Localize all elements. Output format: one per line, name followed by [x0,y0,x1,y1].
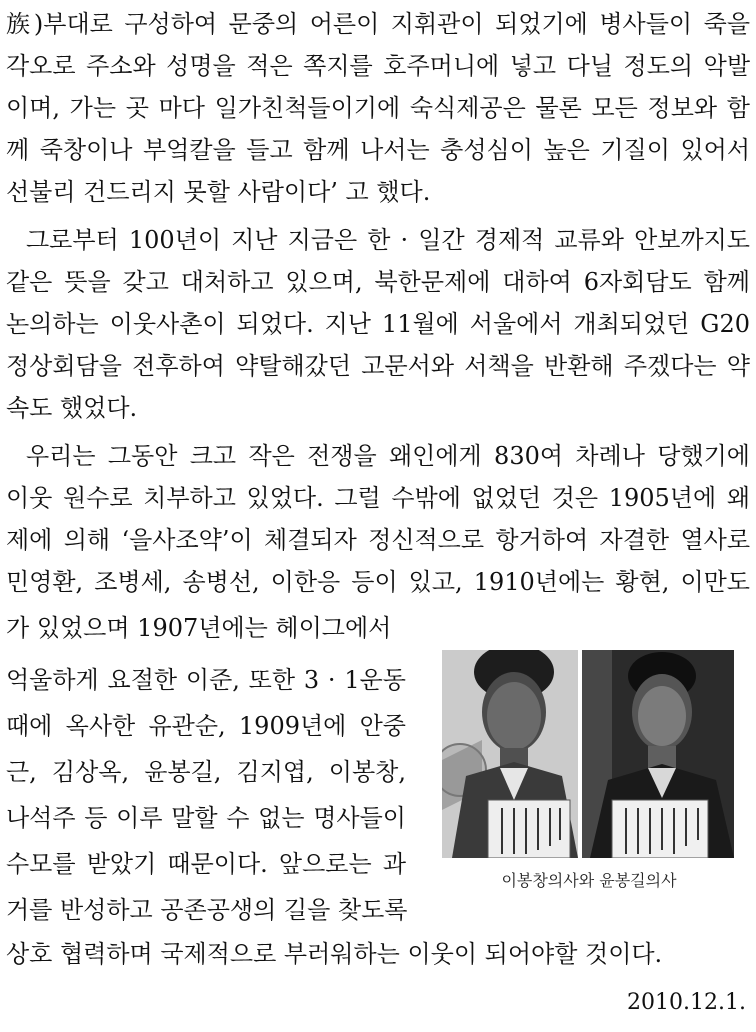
text-line: 각오로 주소와 성명을 적은 쪽지를 호주머니에 넣고 다닐 정도의 악발 [6,52,750,80]
photo-caption: 이봉창의사와 윤봉길의사 [501,871,677,890]
photo-figure [440,650,738,890]
text-line: 제에 의해 ‘을사조약’이 체결되자 정신적으로 항거하여 자결한 열사로 [6,526,750,554]
text-line: 속도 했었다. [6,394,138,422]
text-line: 논의하는 이웃사촌이 되었다. 지난 11월에 서울에서 개최되었던 G20 [6,310,750,338]
text-line: 이웃 원수로 치부하고 있었다. 그럴 수밖에 없었던 것은 1905년에 왜 [6,484,750,512]
text-line: 族)부대로 구성하여 문중의 어른이 지휘관이 되었기에 병사들이 죽을 [6,10,750,38]
portrait-photo-left [442,650,578,858]
text-line: 가 있었으며 1907년에는 헤이그에서 [6,614,392,642]
text-line: 나석주 등 이루 말할 수 없는 명사들이 [6,804,406,832]
portrait-photo-right [582,650,734,858]
text-line: 이며, 가는 곳 마다 일가친척들이기에 숙식제공은 물론 모든 정보와 함 [6,94,750,122]
text-line: 상호 협력하며 국제적으로 부러워하는 이웃이 되어야할 것이다. [6,940,663,968]
text-line: 선불리 건드리지 못할 사람이다’ 고 했다. [6,178,431,206]
text-line: 거를 반성하고 공존공생의 길을 찾도록 [6,896,408,924]
text-line: 같은 뜻을 갖고 대처하고 있으며, 북한문제에 대하여 6자회담도 함께 [6,268,750,296]
text-line: 우리는 그동안 크고 작은 전쟁을 왜인에게 830여 차례나 당했기에 [26,442,750,470]
text-line: 때에 옥사한 유관순, 1909년에 안중 [6,712,406,740]
text-line: 민영환, 조병세, 송병선, 이한응 등이 있고, 1910년에는 황현, 이만도 [6,568,750,596]
text-line: 께 죽창이나 부엌칼을 들고 함께 나서는 충성심이 높은 기질이 있어서 [6,136,750,164]
document-date: 2010.12.1. [627,990,746,1015]
text-line: 근, 김상옥, 윤봉길, 김지엽, 이봉창, [6,758,406,786]
text-line: 그로부터 100년이 지난 지금은 한 · 일간 경제적 교류와 안보까지도 [26,226,750,254]
text-line: 억울하게 요절한 이준, 또한 3 · 1운동 [6,666,406,694]
text-line: 수모를 받았기 때문이다. 앞으로는 과 [6,850,406,878]
text-line: 정상회담을 전후하여 약탈해갔던 고문서와 서책을 반환해 주겠다는 약 [6,352,750,380]
